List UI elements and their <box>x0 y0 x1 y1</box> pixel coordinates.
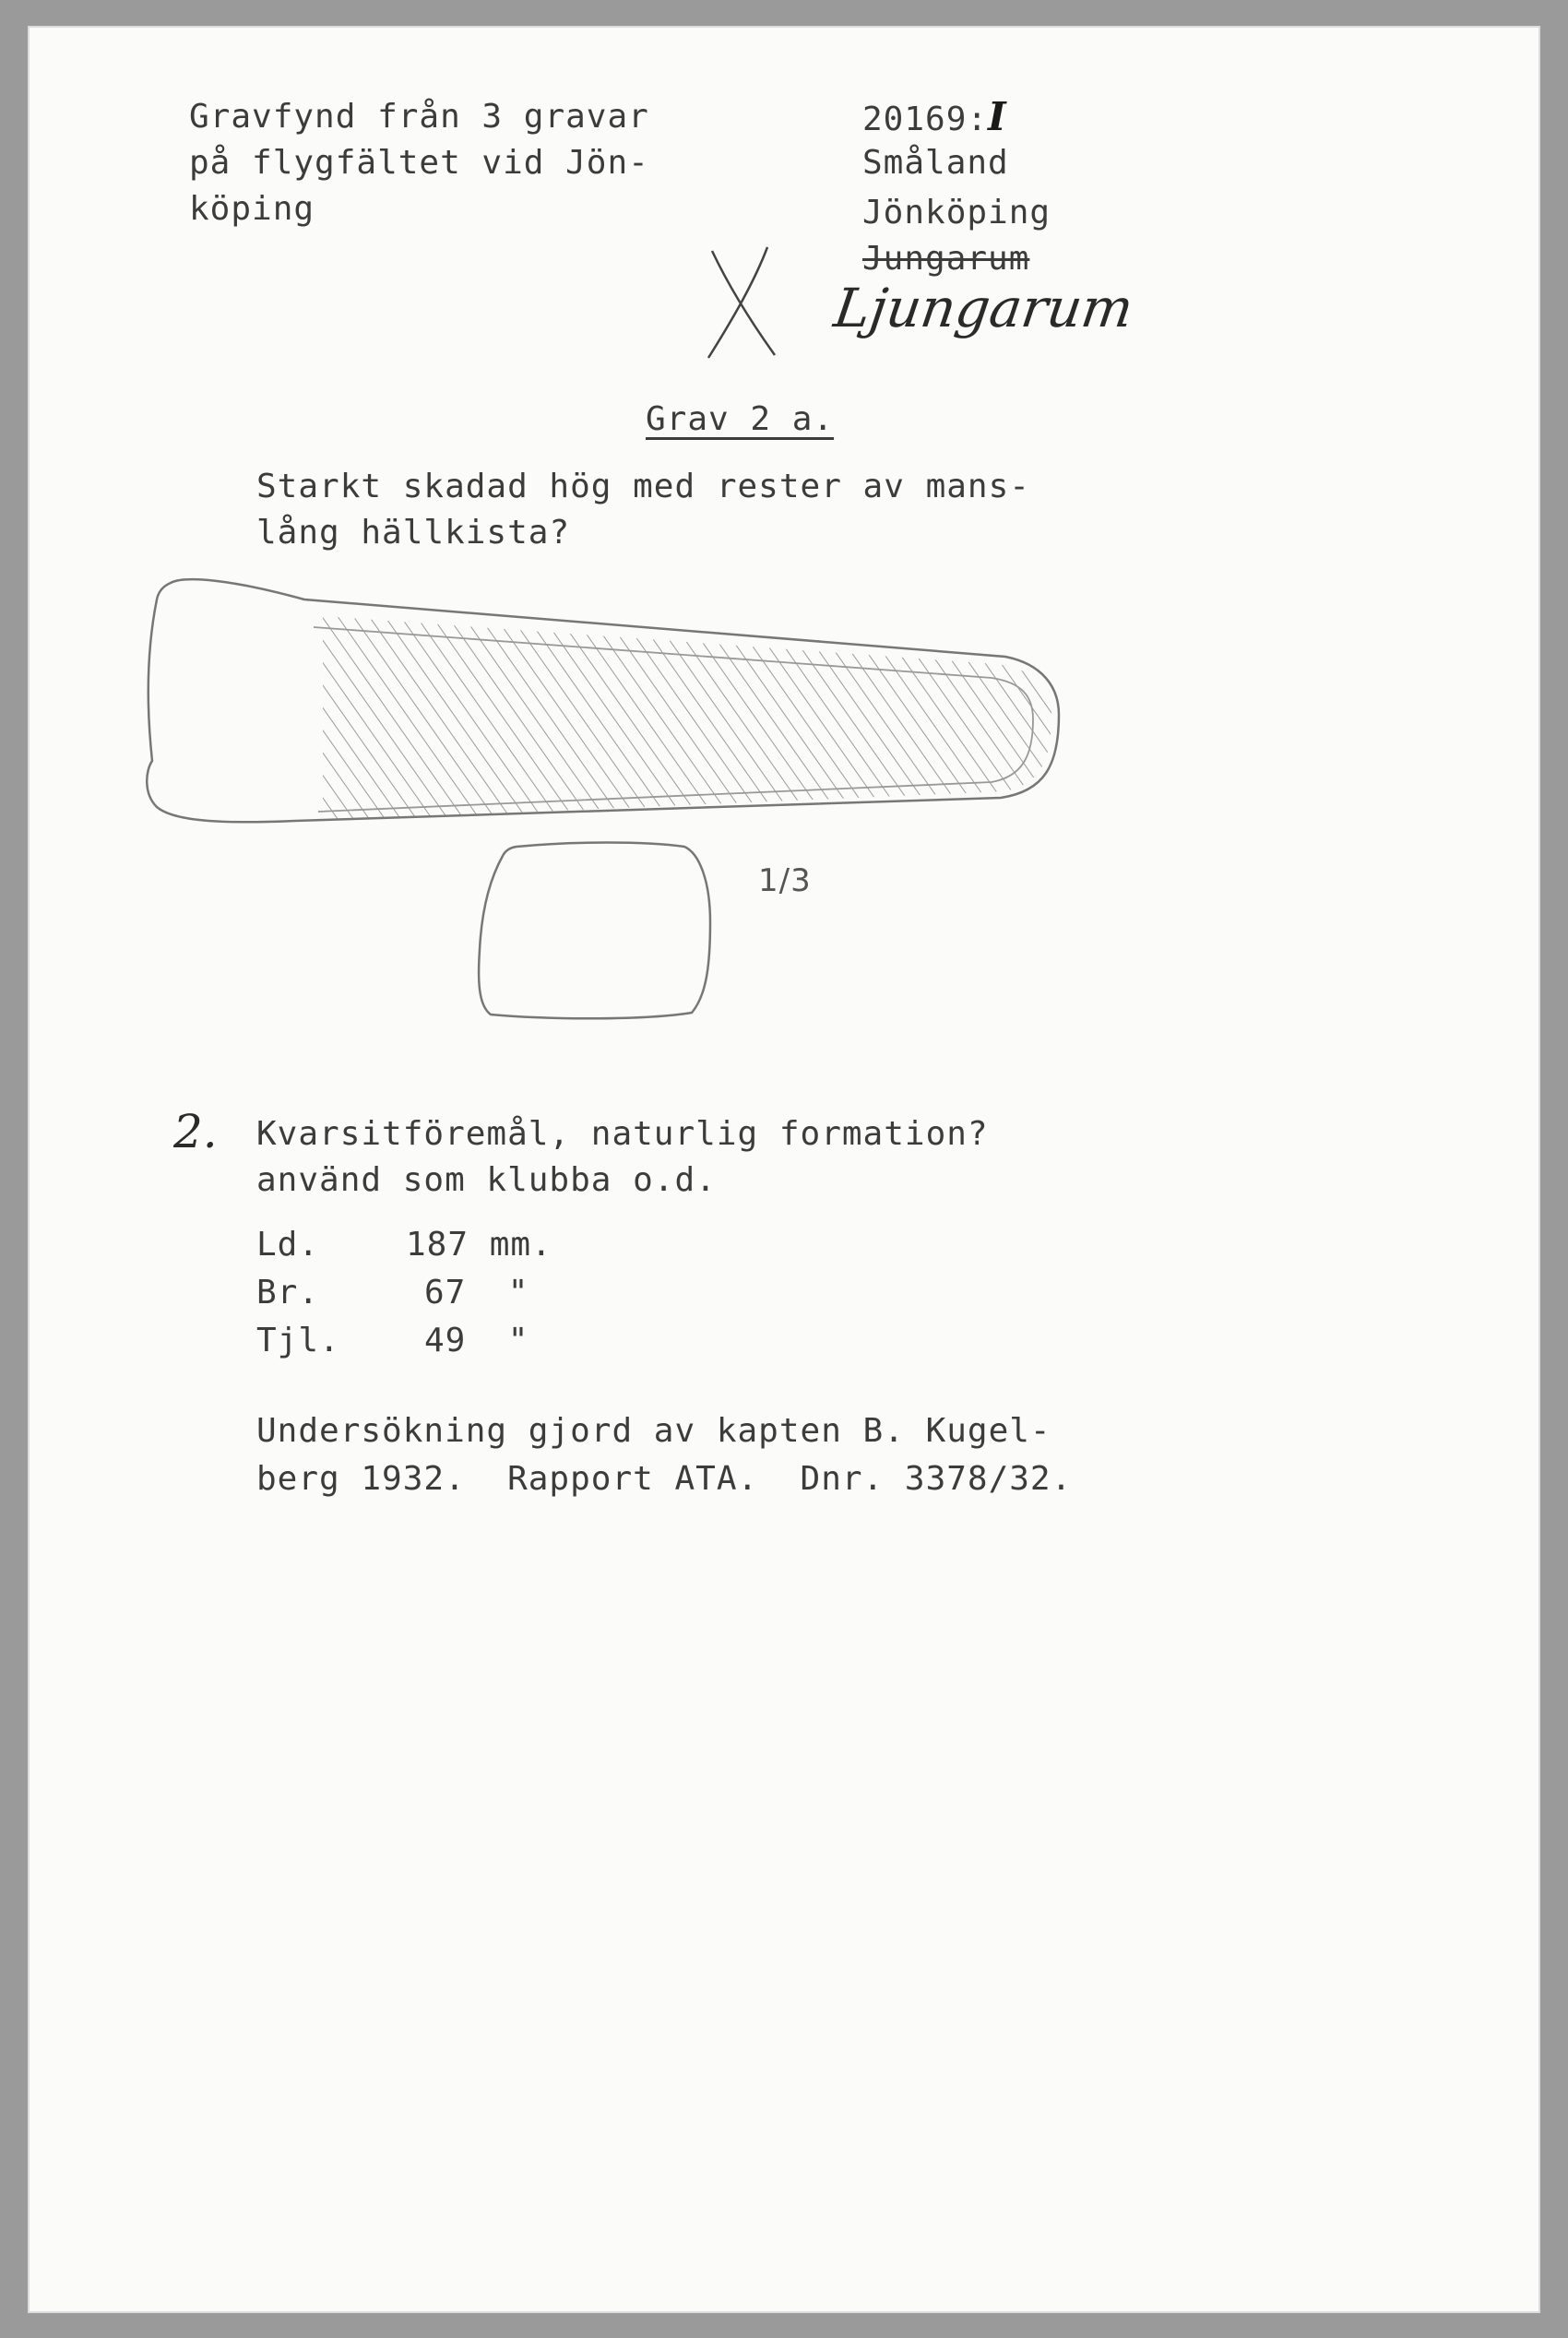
stone-section-drawing <box>479 843 710 1019</box>
measure-value-width: 67 " <box>424 1274 529 1311</box>
item-description-1: Kvarsitföremål, naturlig formation? <box>256 1115 989 1153</box>
footer-line-2: berg 1932. Rapport ATA. Dnr. 3378/32. <box>256 1460 1073 1498</box>
municipality: Jönköping <box>862 194 1051 231</box>
province: Småland <box>862 144 1009 182</box>
grave-description-2: lång hällkista? <box>256 514 571 552</box>
measure-value-thickness: 49 " <box>424 1322 529 1359</box>
x-mark-icon <box>708 247 775 358</box>
parish-struck: Jungarum <box>862 240 1030 278</box>
title-line-1: Gravfynd från 3 gravar <box>189 98 649 136</box>
item-description-2: använd som klubba o.d. <box>256 1161 717 1199</box>
title-line-2: på flygfältet vid Jön- <box>189 144 649 182</box>
measure-value-length: 187 mm. <box>406 1226 552 1264</box>
catalog-number-base: 20169: <box>862 101 989 138</box>
catalog-suffix: I <box>988 94 1007 139</box>
grave-heading: Grav 2 a. <box>646 400 835 438</box>
parish-handwritten: Ljungarum <box>830 277 1137 339</box>
footer-line-1: Undersökning gjord av kapten B. Kugel- <box>256 1412 1051 1450</box>
measure-label-length: Ld. <box>256 1226 320 1264</box>
grave-description-1: Starkt skadad hög med rester av mans- <box>256 468 1030 505</box>
measure-label-thickness: Tjl. <box>256 1322 340 1359</box>
measure-label-width: Br. <box>256 1274 320 1311</box>
scale-label: 1/3 <box>758 862 812 899</box>
title-line-3: köping <box>189 190 315 228</box>
stone-profile-drawing <box>147 579 1059 822</box>
item-number: 2. <box>173 1105 218 1158</box>
